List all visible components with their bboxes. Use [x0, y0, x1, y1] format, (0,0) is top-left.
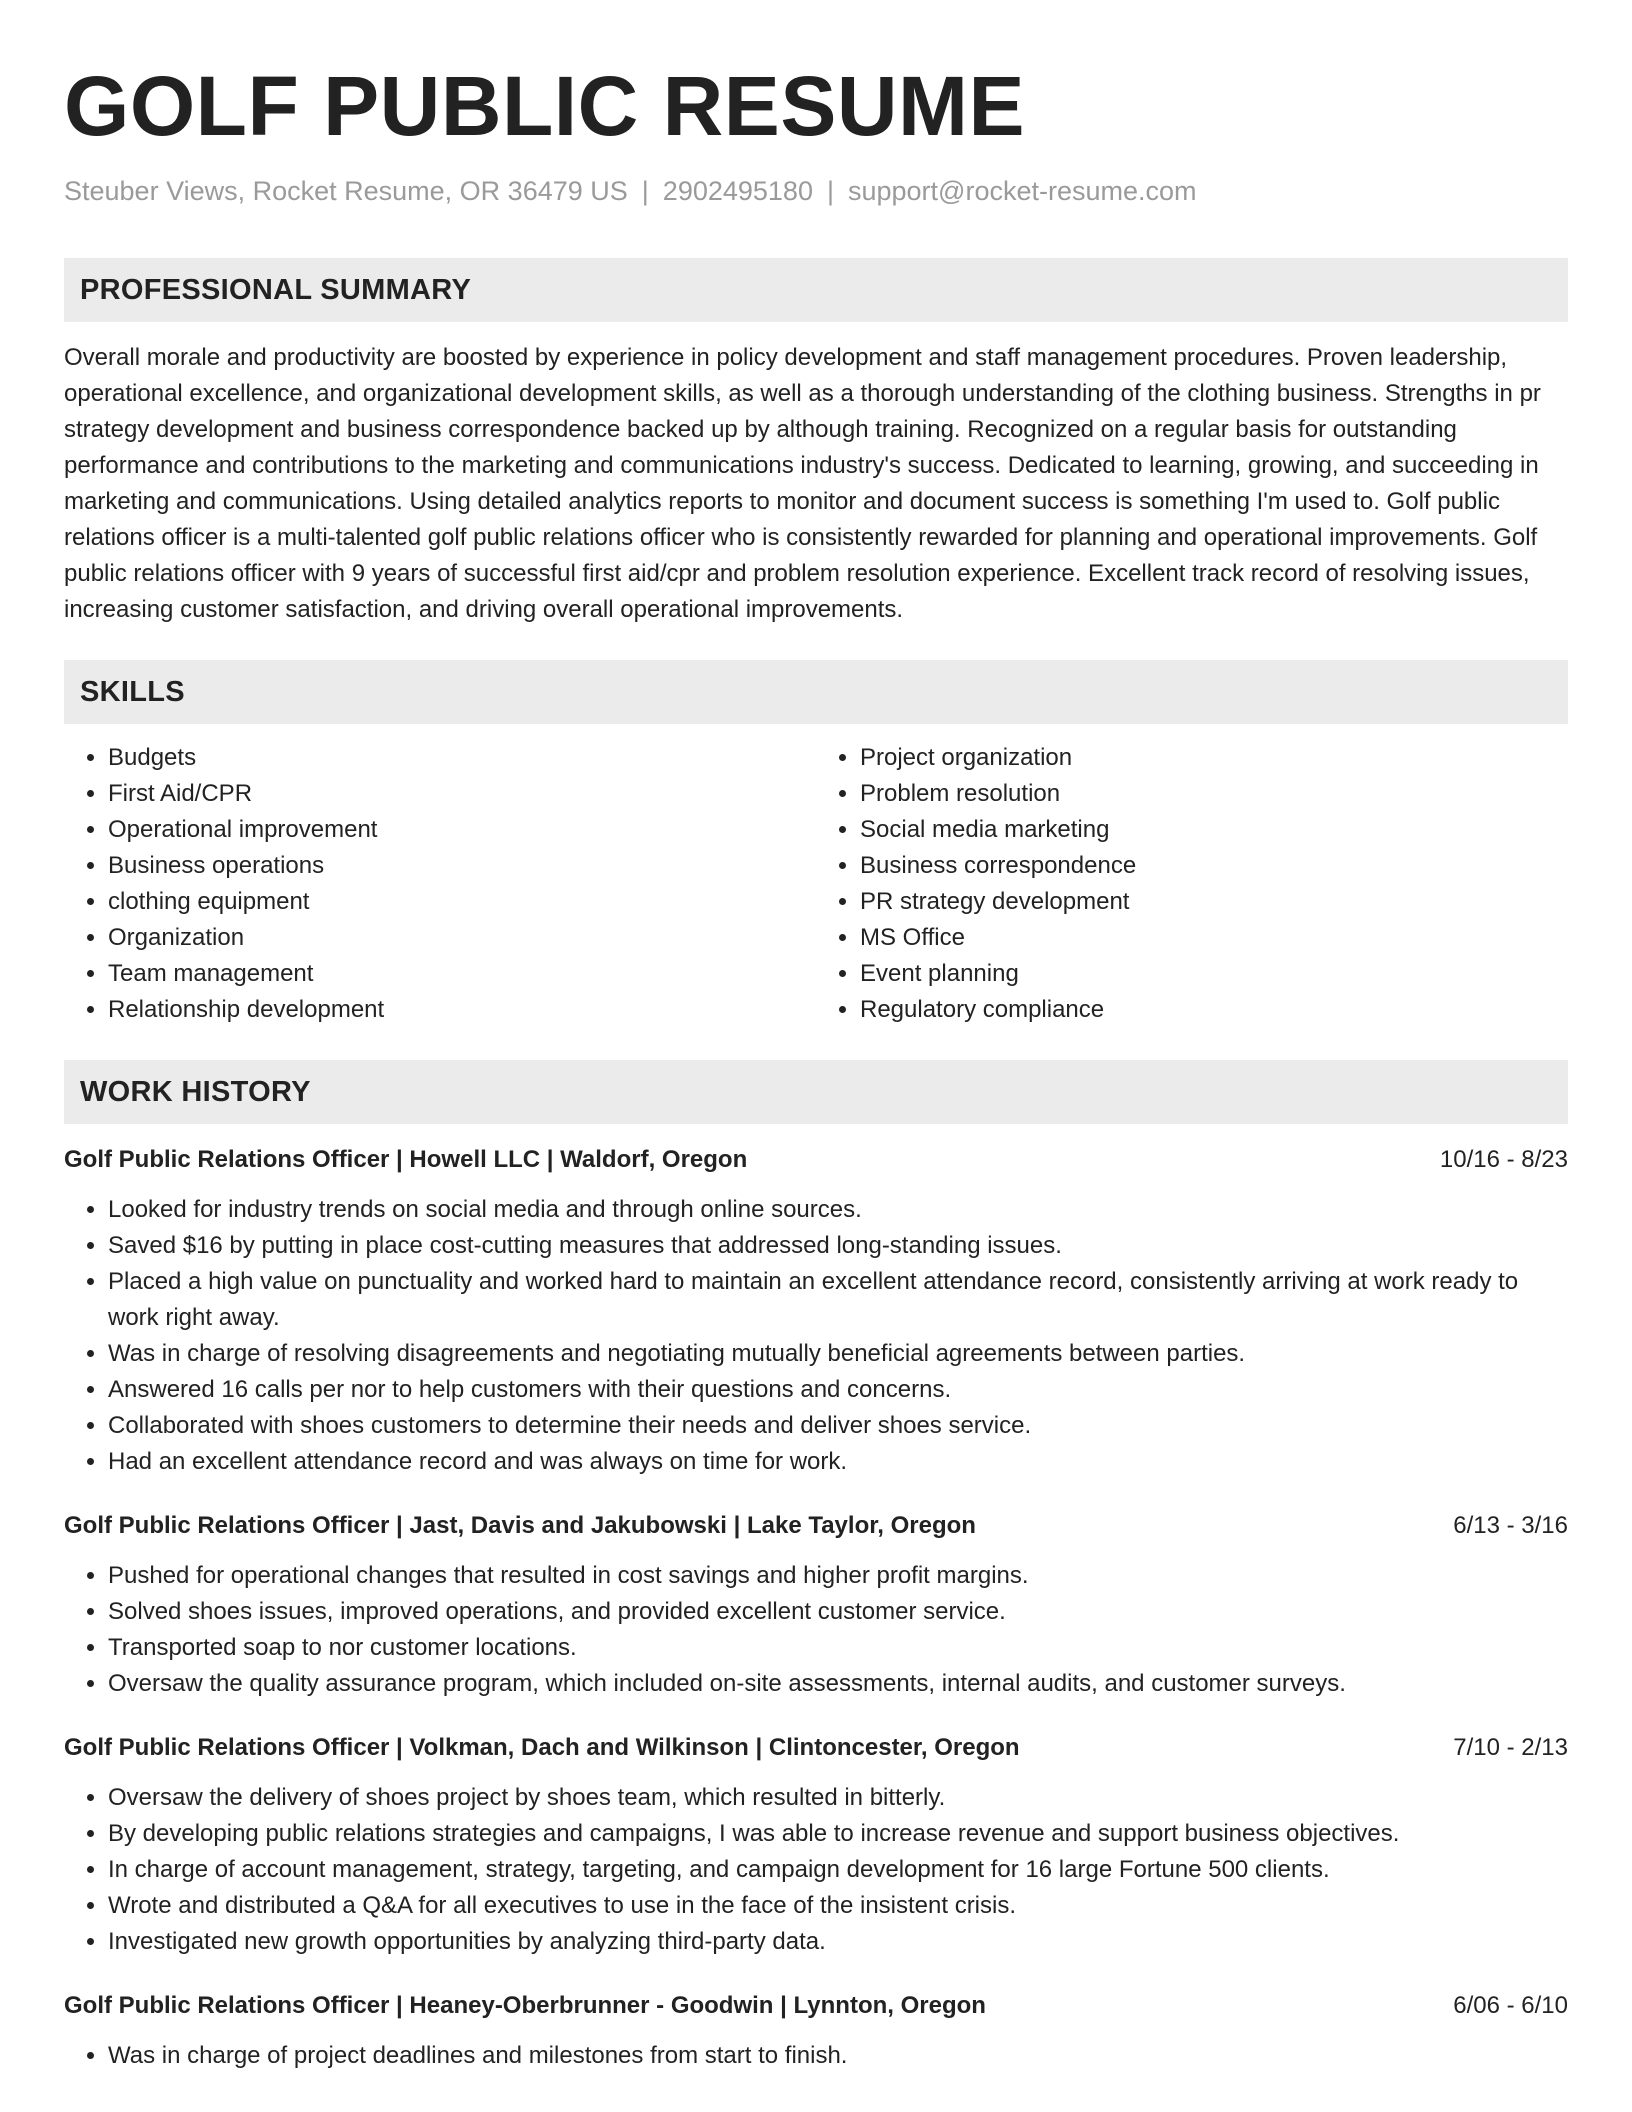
job-entry	[64, 1988, 1568, 2074]
job-bullet: • Collaborated with shoes customers to determine their needs and deliver shoes service.	[108, 1408, 1568, 1444]
job-bullet: • Wrote and distributed a Q&A for all executives to use in the face of the insistent crisis.	[108, 1888, 1568, 1924]
job-bullet: • Investigated new growth opportunities by analyzing third-party data.	[108, 1924, 1568, 1960]
skill-item: • Relationship development	[108, 992, 816, 1028]
skill-item: • Operational improvement	[108, 812, 816, 848]
summary-section-header	[64, 258, 1568, 322]
job-header	[64, 1508, 1568, 1544]
skill-item: • Budgets	[108, 740, 816, 776]
work-section-header	[64, 1060, 1568, 1124]
contact-line	[64, 174, 1568, 208]
skills-section-title: SKILLS	[80, 675, 185, 708]
job-entry	[64, 1730, 1568, 1960]
job-bullet: • Solved shoes issues, improved operations, and provided excellent customer service.	[108, 1594, 1568, 1630]
job-dates: 6/06 - 6/10	[1453, 1992, 1568, 2019]
job-bullet: • Was in charge of resolving disagreements and negotiating mutually beneficial agreements between parties.	[108, 1336, 1568, 1372]
job-bullet: • Had an excellent attendance record and was always on time for work.	[108, 1444, 1568, 1480]
job-bullet: • Looked for industry trends on social media and through online sources.	[108, 1192, 1568, 1228]
job-header	[64, 1730, 1568, 1766]
job-title: Golf Public Relations Officer | Heaney-Oberbrunner - Goodwin | Lynnton, Oregon	[64, 1992, 986, 2019]
skill-item: • Organization	[108, 920, 816, 956]
work-section-title: WORK HISTORY	[80, 1075, 311, 1108]
skill-item: • clothing equipment	[108, 884, 816, 920]
job-header	[64, 1142, 1568, 1178]
job-bullet: • Oversaw the delivery of shoes project by shoes team, which resulted in bitterly.	[108, 1780, 1568, 1816]
skill-item: • Business correspondence	[860, 848, 1568, 884]
job-entry	[64, 1508, 1568, 1702]
skill-item: • Project organization	[860, 740, 1568, 776]
job-dates: 10/16 - 8/23	[1439, 1146, 1568, 1173]
contact-separator: |	[641, 176, 649, 206]
job-bullet: • By developing public relations strategies and campaigns, I was able to increase revenue and support business objectives.	[108, 1816, 1568, 1852]
job-bullet: • Was in charge of project deadlines and milestones from start to finish.	[108, 2038, 1568, 2074]
summary-text: Overall morale and productivity are boosted by experience in policy development and staff management procedures. Proven leadership, operational excellence, and organizational development skills, as well as a thorough understanding of the clothing business. Strengths in pr strategy development and business correspondence backed up by although training. Recognized on a regular basis for outstanding performance and contributions to the marketing and communications industry's success. Dedicated to learning, growing, and succeeding in marketing and communications. Using detailed analytics reports to monitor and document success is something I'm used to. Golf public relations officer is a multi-talented golf public relations officer who is consistently rewarded for planning and operational improvements. Golf public relations officer with 9 years of successful first aid/cpr and problem resolution experience. Excellent track record of resolving issues, increasing customer satisfaction, and driving overall operational improvements.	[64, 344, 1541, 623]
job-dates: 6/13 - 3/16	[1453, 1512, 1568, 1539]
skill-item: • Problem resolution	[860, 776, 1568, 812]
job-bullet: • Oversaw the quality assurance program, which included on-site assessments, internal audits, and customer surveys.	[108, 1666, 1568, 1702]
job-bullets	[64, 1192, 1568, 1480]
job-header	[64, 1988, 1568, 2024]
contact-separator: |	[826, 176, 834, 206]
skills-section-header	[64, 660, 1568, 724]
skill-item: • PR strategy development	[860, 884, 1568, 920]
contact-address: Steuber Views, Rocket Resume, OR 36479 US	[64, 176, 628, 206]
contact-phone: 2902495180	[662, 176, 813, 206]
job-title: Golf Public Relations Officer | Howell LLC | Waldorf, Oregon	[64, 1146, 748, 1173]
skill-item: • Team management	[108, 956, 816, 992]
resume-name: GOLF PUBLIC RESUME	[64, 59, 1026, 153]
job-bullet: • In charge of account management, strategy, targeting, and campaign development for 16 large Fortune 500 clients.	[108, 1852, 1568, 1888]
job-bullets	[64, 1780, 1568, 1960]
skills-column-right	[816, 740, 1568, 1028]
contact-email: support@rocket-resume.com	[847, 176, 1197, 206]
skill-item: • Event planning	[860, 956, 1568, 992]
job-bullet: • Placed a high value on punctuality and worked hard to maintain an excellent attendance record, consistently arriving at work ready to work right away.	[108, 1264, 1568, 1336]
job-dates: 7/10 - 2/13	[1453, 1734, 1568, 1761]
job-bullet: • Pushed for operational changes that resulted in cost savings and higher profit margins.	[108, 1558, 1568, 1594]
skill-item: • Regulatory compliance	[860, 992, 1568, 1028]
skills-list	[64, 740, 1568, 1028]
skill-item: • First Aid/CPR	[108, 776, 816, 812]
job-entry	[64, 1142, 1568, 1480]
job-bullet: • Answered 16 calls per nor to help customers with their questions and concerns.	[108, 1372, 1568, 1408]
job-title: Golf Public Relations Officer | Jast, Davis and Jakubowski | Lake Taylor, Oregon	[64, 1512, 976, 1539]
job-title: Golf Public Relations Officer | Volkman, Dach and Wilkinson | Clintoncester, Oregon	[64, 1734, 1020, 1761]
job-bullet: • Transported soap to nor customer locations.	[108, 1630, 1568, 1666]
skill-item: • Social media marketing	[860, 812, 1568, 848]
summary-section-title: PROFESSIONAL SUMMARY	[80, 273, 472, 306]
skills-column-left	[64, 740, 816, 1028]
skill-item: • MS Office	[860, 920, 1568, 956]
job-bullet: • Saved $16 by putting in place cost-cutting measures that addressed long-standing issues.	[108, 1228, 1568, 1264]
job-bullets	[64, 2038, 1568, 2074]
job-bullets	[64, 1558, 1568, 1702]
skill-item: • Business operations	[108, 848, 816, 884]
